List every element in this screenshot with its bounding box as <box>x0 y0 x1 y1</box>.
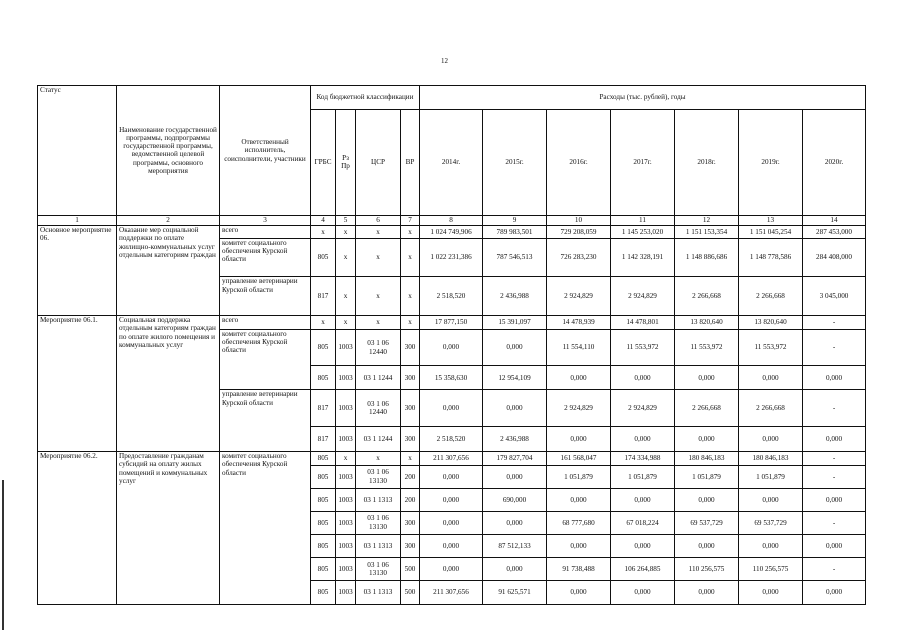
row-rzpr: x <box>336 277 356 316</box>
row-value: 2 924,829 <box>547 390 611 427</box>
row-value: - <box>803 329 866 366</box>
row-value: 179 827,704 <box>483 452 547 466</box>
row-value: 0,000 <box>739 366 803 390</box>
row-rzpr: x <box>336 238 356 277</box>
row-value: 0,000 <box>675 488 739 511</box>
header-status: Статус <box>38 86 117 216</box>
row-value: 0,000 <box>420 465 483 488</box>
row-value: 0,000 <box>547 427 611 452</box>
row-rzpr: 1003 <box>336 580 356 604</box>
row-value: 67 018,224 <box>611 511 675 534</box>
col-num: 9 <box>483 215 547 225</box>
row-vr: x <box>401 316 420 330</box>
row-grbs: 817 <box>311 390 336 427</box>
row-value: 0,000 <box>420 557 483 580</box>
row-value: 0,000 <box>483 511 547 534</box>
row-value: 0,000 <box>739 488 803 511</box>
row-value: 0,000 <box>547 488 611 511</box>
row-value: 2 266,668 <box>739 390 803 427</box>
header-row-1 <box>38 86 866 110</box>
row-rzpr: 1003 <box>336 534 356 557</box>
row-value: 1 151 045,254 <box>739 226 803 239</box>
row-value: 0,000 <box>675 427 739 452</box>
row-responsible: комитет социального обеспечения Курской области <box>220 329 311 390</box>
row-status: Основное мероприятие 06. <box>38 226 117 316</box>
row-value: - <box>803 511 866 534</box>
row-rzpr: 1003 <box>336 488 356 511</box>
header-responsible: Ответственный исполнитель, соисполнители, участники <box>220 86 311 216</box>
row-value: 11 553,972 <box>611 329 675 366</box>
header-expenses: Расходы (тыс. рублей), годы <box>420 86 866 110</box>
row-value: 87 512,133 <box>483 534 547 557</box>
row-value: 0,000 <box>611 366 675 390</box>
row-value: 1 051,879 <box>611 465 675 488</box>
row-csr: 03 1 1244 <box>356 427 401 452</box>
row-value: 726 283,230 <box>547 238 611 277</box>
row-value: 91 738,488 <box>547 557 611 580</box>
row-value: 0,000 <box>675 534 739 557</box>
header-vr: ВР <box>401 110 420 216</box>
row-value: 15 358,630 <box>420 366 483 390</box>
row-value: 0,000 <box>803 427 866 452</box>
col-num: 12 <box>675 215 739 225</box>
col-num: 13 <box>739 215 803 225</box>
row-value: 2 924,829 <box>611 390 675 427</box>
row-grbs: 805 <box>311 511 336 534</box>
row-value: 0,000 <box>547 580 611 604</box>
row-value: 2 266,668 <box>675 277 739 316</box>
row-value: 0,000 <box>483 557 547 580</box>
row-value: 11 553,972 <box>675 329 739 366</box>
row-grbs: 805 <box>311 534 336 557</box>
header-year-2019: 2019г. <box>739 110 803 216</box>
row-value: 2 436,988 <box>483 427 547 452</box>
row-value: 0,000 <box>739 427 803 452</box>
scan-edge-mark <box>2 480 4 630</box>
row-value: 12 954,109 <box>483 366 547 390</box>
row-vr: 300 <box>401 329 420 366</box>
row-grbs: 805 <box>311 465 336 488</box>
row-csr: x <box>356 316 401 330</box>
row-value: 211 307,656 <box>420 580 483 604</box>
row-value: 110 256,575 <box>675 557 739 580</box>
row-value: 1 024 749,906 <box>420 226 483 239</box>
header-year-2015: 2015г. <box>483 110 547 216</box>
row-rzpr: 1003 <box>336 329 356 366</box>
row-vr: 200 <box>401 488 420 511</box>
row-value: 729 208,059 <box>547 226 611 239</box>
row-rzpr: 1003 <box>336 465 356 488</box>
col-num: 2 <box>117 215 220 225</box>
row-value: 13 820,640 <box>675 316 739 330</box>
row-value: 0,000 <box>675 366 739 390</box>
row-grbs: 805 <box>311 557 336 580</box>
row-value: 2 436,988 <box>483 277 547 316</box>
row-value: 0,000 <box>803 580 866 604</box>
page-number: 12 <box>441 57 448 65</box>
row-csr: x <box>356 238 401 277</box>
row-value: 1 051,879 <box>547 465 611 488</box>
col-num: 6 <box>356 215 401 225</box>
row-value: 789 983,501 <box>483 226 547 239</box>
row-rzpr: 1003 <box>336 427 356 452</box>
row-value: 2 924,829 <box>611 277 675 316</box>
row-csr: 03 1 1313 <box>356 580 401 604</box>
col-num: 1 <box>38 215 117 225</box>
row-grbs: 817 <box>311 427 336 452</box>
row-grbs: x <box>311 226 336 239</box>
row-csr: x <box>356 226 401 239</box>
row-value: 0,000 <box>611 488 675 511</box>
row-responsible: управление ветеринарии Курской области <box>220 277 311 316</box>
row-value: 91 625,571 <box>483 580 547 604</box>
row-csr: 03 1 06 12440 <box>356 390 401 427</box>
row-vr: 300 <box>401 390 420 427</box>
row-value: 0,000 <box>483 390 547 427</box>
row-grbs: 805 <box>311 580 336 604</box>
row-value: 1 148 886,686 <box>675 238 739 277</box>
row-value: 110 256,575 <box>739 557 803 580</box>
row-csr: x <box>356 452 401 466</box>
row-vr: x <box>401 452 420 466</box>
row-vr: 500 <box>401 580 420 604</box>
row-name: Социальная поддержка отдельным категориям граждан по оплате жилого помещения и коммунальных услуг <box>117 316 220 452</box>
row-grbs: 805 <box>311 488 336 511</box>
row-value: 180 846,183 <box>739 452 803 466</box>
row-value: 0,000 <box>739 580 803 604</box>
row-value: - <box>803 316 866 330</box>
col-num: 4 <box>311 215 336 225</box>
row-rzpr: 1003 <box>336 557 356 580</box>
row-vr: 500 <box>401 557 420 580</box>
row-value: 0,000 <box>611 580 675 604</box>
header-name: Наименование государственной программы, подпрограммы государственной программы, ведомственной целевой программы, основного мероприятия <box>117 86 220 216</box>
row-vr: x <box>401 238 420 277</box>
row-value: 0,000 <box>483 465 547 488</box>
row-name: Предоставление гражданам субсидий на оплату жилых помещений и коммунальных услуг <box>117 452 220 605</box>
row-responsible: комитет социального обеспечения Курской области <box>220 452 311 605</box>
row-grbs: 805 <box>311 366 336 390</box>
col-num: 7 <box>401 215 420 225</box>
column-numbers-row <box>38 215 866 225</box>
row-value: 0,000 <box>803 534 866 557</box>
row-value: 690,000 <box>483 488 547 511</box>
row-rzpr: 1003 <box>336 390 356 427</box>
row-vr: x <box>401 226 420 239</box>
row-value: 0,000 <box>803 488 866 511</box>
row-csr: 03 1 06 13130 <box>356 511 401 534</box>
row-csr: 03 1 1313 <box>356 534 401 557</box>
row-grbs: 805 <box>311 238 336 277</box>
header-budget-code: Код бюджетной классификации <box>311 86 420 110</box>
row-value: 2 266,668 <box>675 390 739 427</box>
row-status: Мероприятие 06.2. <box>38 452 117 605</box>
row-grbs: 817 <box>311 277 336 316</box>
row-value: 787 546,513 <box>483 238 547 277</box>
row-value: 1 051,879 <box>739 465 803 488</box>
row-value: 0,000 <box>420 390 483 427</box>
row-vr: x <box>401 277 420 316</box>
row-rzpr: x <box>336 316 356 330</box>
row-value: 0,000 <box>420 329 483 366</box>
row-value: 11 553,972 <box>739 329 803 366</box>
row-value: 2 518,520 <box>420 277 483 316</box>
row-rzpr: x <box>336 452 356 466</box>
row-responsible: комитет социального обеспечения Курской области <box>220 238 311 277</box>
row-value: 68 777,680 <box>547 511 611 534</box>
row-value: - <box>803 390 866 427</box>
header-year-2017: 2017г. <box>611 110 675 216</box>
row-value: 14 478,801 <box>611 316 675 330</box>
row-value: - <box>803 465 866 488</box>
row-value: 161 568,047 <box>547 452 611 466</box>
table-row <box>38 452 866 466</box>
row-value: 17 877,150 <box>420 316 483 330</box>
row-grbs: 805 <box>311 329 336 366</box>
table-row <box>38 226 866 239</box>
row-rzpr: 1003 <box>336 511 356 534</box>
row-value: 0,000 <box>547 366 611 390</box>
row-vr: 300 <box>401 534 420 557</box>
row-value: 2 266,668 <box>739 277 803 316</box>
row-value: 0,000 <box>420 511 483 534</box>
row-value: 11 554,110 <box>547 329 611 366</box>
row-value: 287 453,000 <box>803 226 866 239</box>
row-csr: 03 1 06 13130 <box>356 465 401 488</box>
col-num: 10 <box>547 215 611 225</box>
row-grbs: 805 <box>311 452 336 466</box>
row-vr: 300 <box>401 511 420 534</box>
row-value: 1 145 253,020 <box>611 226 675 239</box>
row-csr: 03 1 06 13130 <box>356 557 401 580</box>
row-value: 0,000 <box>420 534 483 557</box>
row-value: - <box>803 557 866 580</box>
col-num: 3 <box>220 215 311 225</box>
row-value: 0,000 <box>547 534 611 557</box>
header-grbs: ГРБС <box>311 110 336 216</box>
row-name: Оказание мер социальной поддержки по оплате жилищно-коммунальных услуг отдельным категориям граждан <box>117 226 220 316</box>
col-num: 14 <box>803 215 866 225</box>
row-value: 0,000 <box>675 580 739 604</box>
row-value: 1 151 153,354 <box>675 226 739 239</box>
row-csr: 03 1 1313 <box>356 488 401 511</box>
row-value: 2 924,829 <box>547 277 611 316</box>
row-value: 211 307,656 <box>420 452 483 466</box>
col-num: 5 <box>336 215 356 225</box>
row-value: 13 820,640 <box>739 316 803 330</box>
row-value: 0,000 <box>483 329 547 366</box>
row-value: 0,000 <box>611 427 675 452</box>
row-value: 174 334,988 <box>611 452 675 466</box>
row-value: 284 408,000 <box>803 238 866 277</box>
row-value: 0,000 <box>420 488 483 511</box>
row-value: - <box>803 452 866 466</box>
row-responsible: всего <box>220 316 311 330</box>
row-value: 0,000 <box>803 366 866 390</box>
row-value: 2 518,520 <box>420 427 483 452</box>
row-grbs: x <box>311 316 336 330</box>
row-csr: 03 1 1244 <box>356 366 401 390</box>
row-value: 69 537,729 <box>739 511 803 534</box>
row-value: 69 537,729 <box>675 511 739 534</box>
row-value: 15 391,097 <box>483 316 547 330</box>
row-value: 0,000 <box>611 534 675 557</box>
header-rzpr: Рз Пр <box>336 110 356 216</box>
header-year-2016: 2016г. <box>547 110 611 216</box>
col-num: 8 <box>420 215 483 225</box>
row-value: 106 264,885 <box>611 557 675 580</box>
row-value: 1 142 328,191 <box>611 238 675 277</box>
header-year-2020: 2020г. <box>803 110 866 216</box>
row-rzpr: x <box>336 226 356 239</box>
row-status: Мероприятие 06.1. <box>38 316 117 452</box>
row-value: 3 045,000 <box>803 277 866 316</box>
row-value: 1 148 778,586 <box>739 238 803 277</box>
row-vr: 200 <box>401 465 420 488</box>
header-year-2014: 2014г. <box>420 110 483 216</box>
row-value: 0,000 <box>739 534 803 557</box>
row-csr: x <box>356 277 401 316</box>
header-csr: ЦСР <box>356 110 401 216</box>
row-value: 14 478,939 <box>547 316 611 330</box>
budget-table <box>37 85 866 605</box>
row-rzpr: 1003 <box>336 366 356 390</box>
row-value: 180 846,183 <box>675 452 739 466</box>
row-value: 1 022 231,386 <box>420 238 483 277</box>
row-value: 1 051,879 <box>675 465 739 488</box>
row-vr: 300 <box>401 366 420 390</box>
row-responsible: управление ветеринарии Курской области <box>220 390 311 452</box>
row-vr: 300 <box>401 427 420 452</box>
row-responsible: всего <box>220 226 311 239</box>
col-num: 11 <box>611 215 675 225</box>
header-year-2018: 2018г. <box>675 110 739 216</box>
row-csr: 03 1 06 12440 <box>356 329 401 366</box>
table-row <box>38 316 866 330</box>
